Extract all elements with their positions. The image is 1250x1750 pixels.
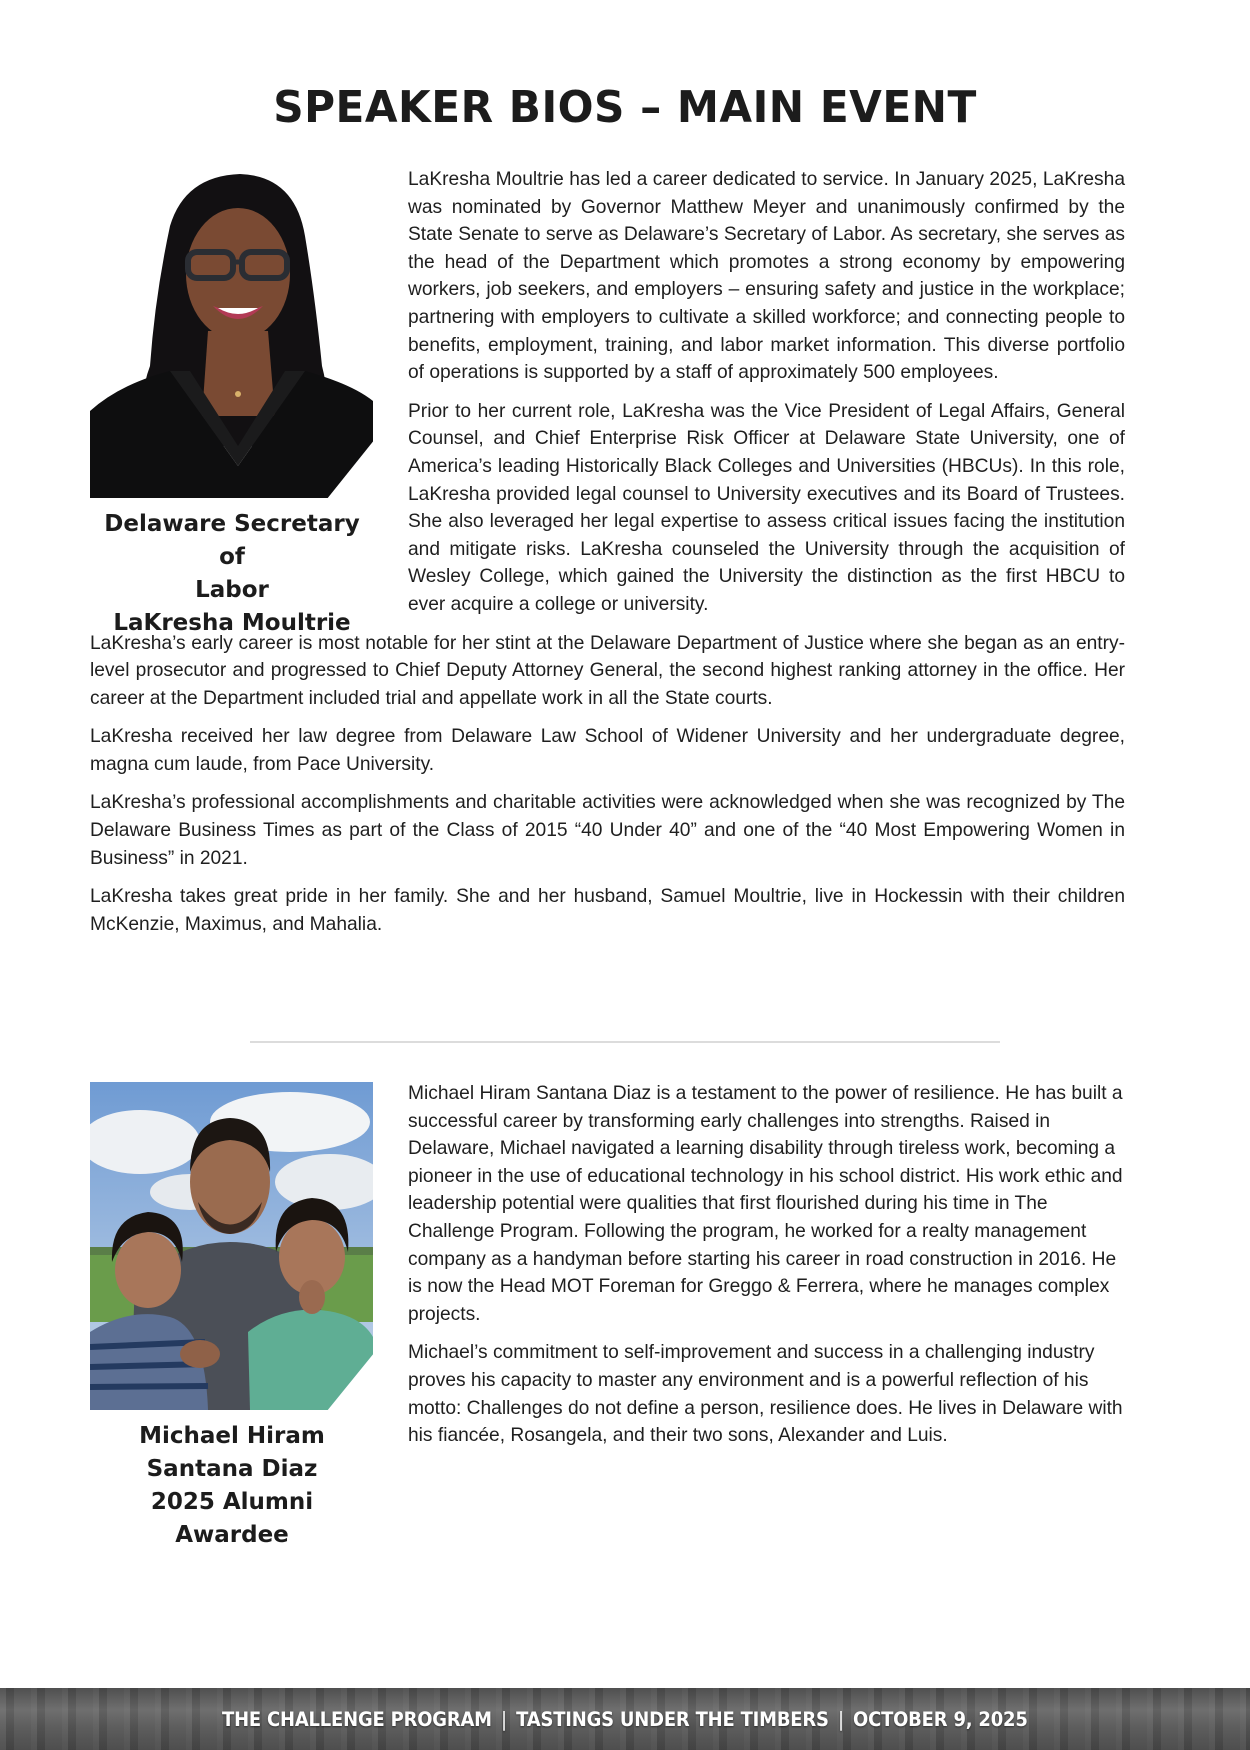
caption-line: 2025 Alumni Awardee	[150, 1489, 314, 1548]
caption-line: Delaware Secretary of	[104, 511, 360, 570]
page-footer	[0, 1688, 1250, 1750]
section-divider	[250, 1041, 1000, 1043]
speaker-caption	[90, 1420, 380, 1552]
footer-event-name: TASTINGS UNDER THE TIMBERS	[516, 1707, 829, 1731]
bio-paragraph: LaKresha’s professional accomplishments and charitable activities were acknowledged when she was recognized by The Delaware Business Times as part of the Class of 2015 “40 Under 40” and one of the “40 Most Empowering Women in Business” in 2021.	[90, 792, 1125, 869]
bio-paragraph: LaKresha received her law degree from Delaware Law School of Widener University and her undergraduate degree, magna cum laude, from Pace University.	[90, 726, 1125, 775]
caption-line: LaKresha Moultrie	[113, 610, 351, 636]
speaker-photo-lakresha-moultrie	[90, 166, 373, 498]
bio-paragraph: LaKresha takes great pride in her family. She and her husband, Samuel Moultrie, live in Hockessin with their children McKenzie, Maximus, and Mahalia.	[90, 886, 1125, 935]
bio-paragraph: Michael’s commitment to self-improvement and success in a challenging industry proves his capacity to master any environment and is a powerful reflection of his motto: Challenges do not define a person, resilience does. He lives in Delaware with his fiancée, Rosangela, and their two sons, Alexander and Luis.	[408, 1342, 1123, 1447]
footer-organization: THE CHALLENGE PROGRAM	[222, 1707, 493, 1731]
caption-line: Michael Hiram	[139, 1423, 325, 1449]
bio-paragraph: LaKresha Moultrie has led a career dedicated to service. In January 2025, LaKresha was nominated by Governor Matthew Meyer and unanimously confirmed by the State Senate to serve as Delaware’s Secretary of Labor. As secretary, she serves as the head of the Department which promotes a strong economy by empowering workers, job seekers, and employers – ensuring safety and justice in the workplace; partnering with employers to cultivate a skilled workforce; and connecting people to benefits, employment, training, and labor market information. This diverse portfolio of operations is supported by a staff of approximately 500 employees.	[408, 169, 1125, 384]
speaker-photo-michael-santana-diaz	[90, 1082, 373, 1410]
speaker-bio-lakresha-moultrie	[90, 166, 1125, 949]
speaker-sidebar	[90, 166, 380, 636]
speaker-sidebar	[90, 1080, 380, 1548]
bio-paragraph: Prior to her current role, LaKresha was the Vice President of Legal Affairs, General Counsel, and Chief Enterprise Risk Officer at Delaware State University, one of America’s leading Historically Black Colleges and Universities (HBCUs). In this role, LaKresha provided legal counsel to University executives and its Board of Trustees. She also leveraged her legal expertise to assess critical issues facing the institution and mitigate risks. LaKresha counseled the University through the acquisition of Wesley College, which gained the University the distinction as the first HBCU to ever acquire a college or university.	[408, 400, 1125, 615]
page-title: SPEAKER BIOS – MAIN EVENT	[273, 82, 977, 133]
caption-line: Labor	[195, 577, 269, 603]
footer-separator: |	[501, 1707, 508, 1731]
bio-paragraph: LaKresha’s early career is most notable for her stint at the Delaware Department of Justice where she began as an entry-level prosecutor and progressed to Chief Deputy Attorney General, the second highest ranking attorney in the office. Her career at the Department included trial and appellate work in all the State courts.	[90, 632, 1125, 709]
footer-event-date: OCTOBER 9, 2025	[853, 1707, 1028, 1731]
speaker-caption	[90, 508, 380, 640]
speaker-bio-michael-santana-diaz	[90, 1080, 1125, 1548]
bio-paragraph: Michael Hiram Santana Diaz is a testament to the power of resilience. He has built a successful career by transforming early challenges into strengths. Raised in Delaware, Michael navigated a learning disability through tireless work, becoming a pioneer in the use of educational technology in his school district. His work ethic and leadership potential were qualities that first flourished during his time in The Challenge Program. Following the program, he worked for a realty management company as a handyman before starting his career in road construction in 2016. He is now the Head MOT Foreman for Greggo & Ferrera, where he manages complex projects.	[408, 1083, 1123, 1325]
footer-separator: |	[838, 1707, 844, 1731]
caption-line: Santana Diaz	[146, 1456, 318, 1482]
bio-text	[408, 1080, 1123, 1461]
footer-text	[222, 1708, 1028, 1731]
